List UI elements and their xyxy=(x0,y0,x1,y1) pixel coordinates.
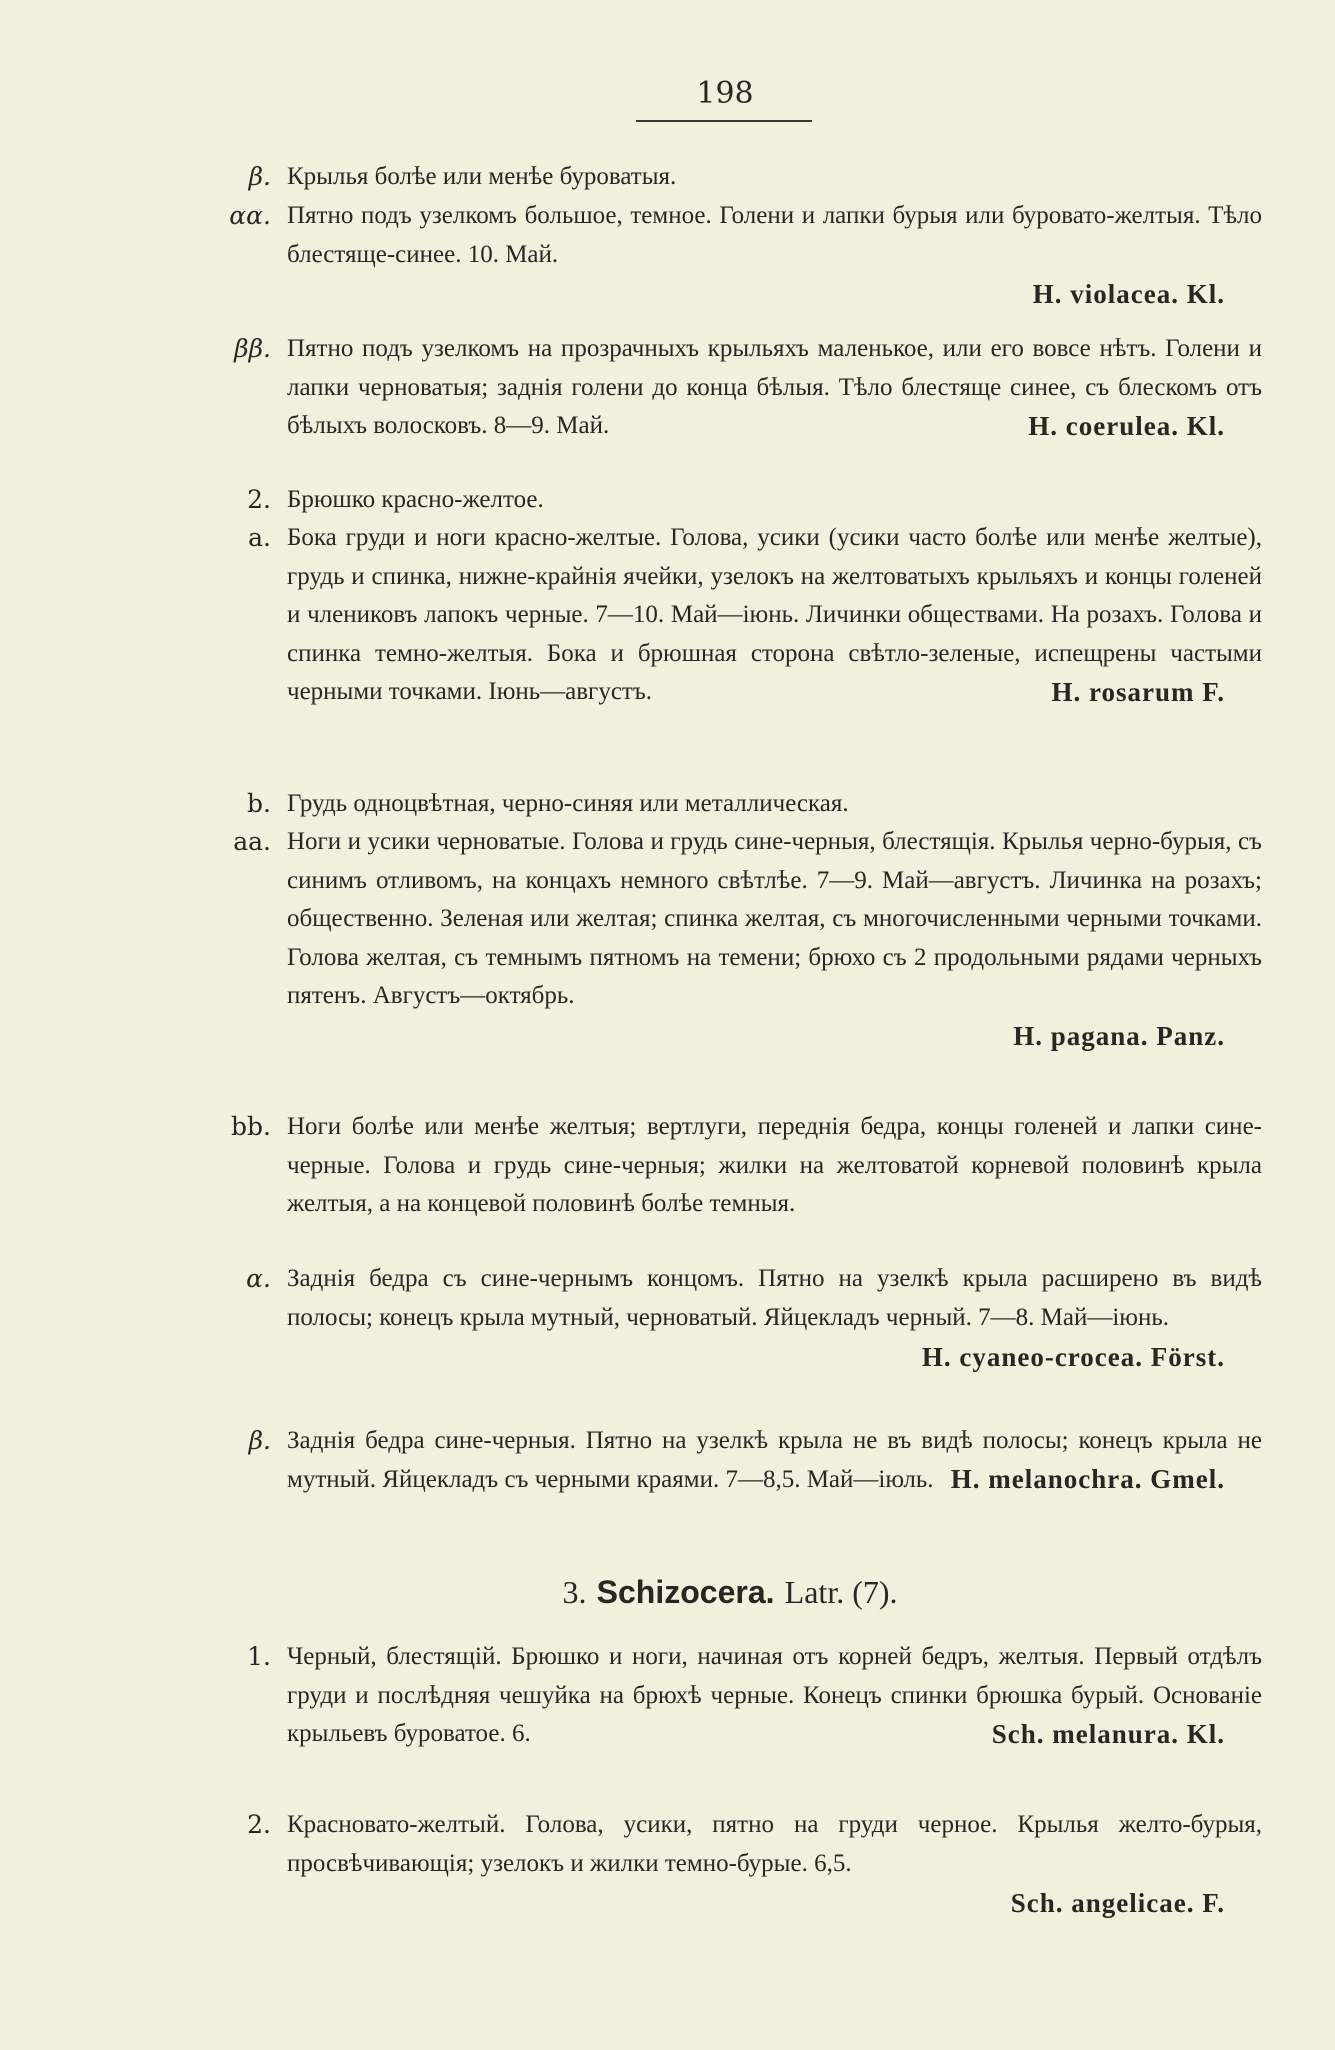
entry-marker: a. xyxy=(248,523,271,552)
entry-marker: ββ. xyxy=(234,334,271,363)
entry-marker: bb. xyxy=(231,1112,271,1141)
entry-text: Ноги и усики черноватые. Голова и грудь сине-черныя, блестящія. Крылья черно-бурыя, съ синимъ отливомъ, на концахъ немного свѣтлѣе. 7—9. Май—августъ. Личинка на розахъ; общественно. Зеленая или желтая; спинка желтая, съ многочисленными черными точками. Голова желтая, съ темнымъ пятномъ на темени; брюхо съ 2 продольными рядами черныхъ пятенъ. Августъ—октябрь. xyxy=(287,828,1262,1009)
key-entry xyxy=(205,1260,1265,1377)
species-name: H. pagana. Panz. xyxy=(1013,1020,1225,1051)
species-name: H. violacea. Kl. xyxy=(1032,279,1225,309)
section-heading xyxy=(200,1570,1260,1614)
key-entry xyxy=(205,519,1265,712)
entry-marker: 1. xyxy=(247,1642,271,1671)
entry-marker: b. xyxy=(247,789,271,818)
entry-text: Пятно подъ узелкомъ большое, темное. Голени и лапки бурыя или буровато-желтыя. Тѣло блестяще-синее. 10. Май. xyxy=(287,202,1262,268)
entry-marker: 2. xyxy=(247,1810,271,1839)
species-name: H. rosarum F. xyxy=(1051,676,1225,707)
section-genus: Schizocera. xyxy=(596,1574,775,1610)
entry-text: Ноги болѣе или менѣе желтыя; вертлуги, переднія бедра, концы голеней и лапки сине-черные. Голова и грудь сине-черныя; жилки на желтоватой корневой половинѣ крыла желтыя, а на концевой половинѣ болѣе темныя. xyxy=(287,1113,1262,1217)
key-entry xyxy=(205,197,1265,314)
entry-text: Красновато-желтый. Голова, усики, пятно на груди черное. Крылья желто-бурыя, просвѣчивающія; узелокъ и жилки темно-бурые. 6,5. xyxy=(287,1811,1262,1877)
entry-text: Пятно подъ узелкомъ на прозрачныхъ крыльяхъ маленькое, или его вовсе нѣтъ. Голени и лапки черноватыя; заднія голени до конца бѣлыя. Тѣло блестяще синее, съ блескомъ отъ бѣлыхъ волосковъ. 8—9. Май. xyxy=(287,335,1262,439)
entry-text: Брюшко красно-желтое. xyxy=(287,486,544,513)
key-entry xyxy=(205,158,1265,197)
section-author: Latr. (7). xyxy=(784,1574,898,1610)
species-name: H. coerulea. Kl. xyxy=(1028,410,1225,441)
entry-text: Заднія бедра съ сине-чернымъ концомъ. Пятно на узелкѣ крыла расширено въ видѣ полосы; конецъ крыла мутный, черноватый. Яйцекладъ черный. 7—8. Май—іюнь. xyxy=(287,1265,1262,1331)
page-number-rule xyxy=(636,120,812,122)
entry-marker: aa. xyxy=(233,827,271,856)
species-name: Sch. melanura. Kl. xyxy=(991,1718,1225,1749)
key-entry xyxy=(205,330,1265,446)
entry-text: Бока груди и ноги красно-желтые. Голова, усики (усики часто болѣе или менѣе желтые), грудь и спинка, нижне-крайнія ячейки, узелокъ на желтоватыхъ крыльяхъ и концы голеней и члениковъ лапокъ черные. 7—10. Май—іюнь. Личинки обществами. На розахъ. Голова и спинка темно-желтыя. Бока и брюшная сторона свѣтло-зеленые, испещрены частыми черными точками. Іюнь—августъ. xyxy=(287,524,1262,705)
key-entry xyxy=(205,785,1265,824)
species-name: H. melanochra. Gmel. xyxy=(950,1464,1225,1494)
entry-marker: 2. xyxy=(247,485,271,514)
page-number: 198 xyxy=(696,76,754,111)
entry-marker: β. xyxy=(248,162,271,191)
key-entry xyxy=(205,1638,1265,1754)
key-entry xyxy=(205,1422,1265,1499)
species-name: H. cyaneo-crocea. Först. xyxy=(921,1342,1225,1372)
entry-text: Заднія бедра сине-черныя. Пятно на узелкѣ крыла не въ видѣ полосы; конецъ крыла не мутный. Яйцекладъ съ черными краями. 7—8,5. Май—іюль. xyxy=(287,1427,1262,1493)
entry-marker: αα. xyxy=(229,201,271,230)
section-number: 3. xyxy=(562,1574,587,1610)
key-entry xyxy=(205,481,1265,520)
entry-marker: α. xyxy=(246,1264,271,1293)
key-entry xyxy=(205,1108,1265,1224)
entry-text: Грудь одноцвѣтная, черно-синяя или металлическая. xyxy=(287,790,849,817)
entry-text: Крылья болѣе или менѣе буроватыя. xyxy=(287,163,677,190)
key-entry xyxy=(205,823,1265,1056)
entry-text: Черный, блестящій. Брюшко и ноги, начиная отъ корней бедръ, желтыя. Первый отдѣлъ груди и послѣдняя чешуйка на брюхѣ черные. Конецъ спинки брюшка бурый. Основаніе крыльевъ буроватое. 6. xyxy=(287,1643,1262,1747)
key-entry xyxy=(205,1806,1265,1923)
entry-marker: β. xyxy=(248,1426,271,1455)
species-name: Sch. angelicae. F. xyxy=(1010,1888,1225,1918)
